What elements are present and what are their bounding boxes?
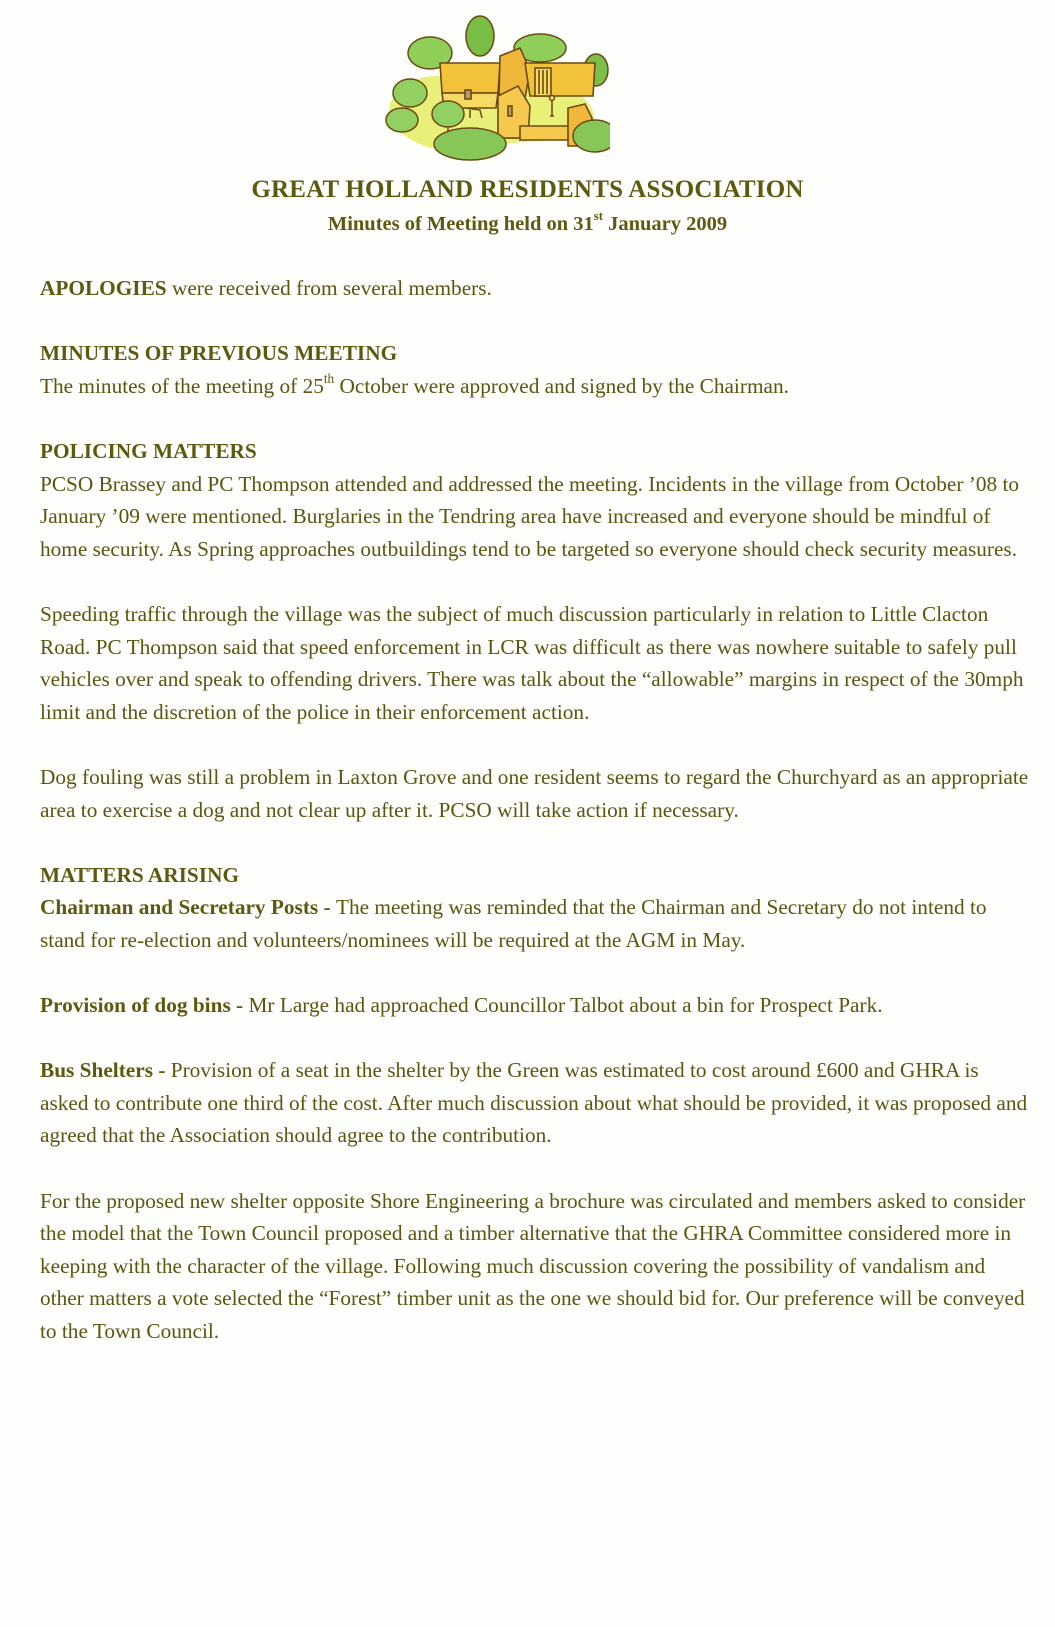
minutes-body xyxy=(40,272,1030,1348)
spacer xyxy=(40,402,1030,435)
previous-minutes-prefix: The minutes of the meeting of 25 xyxy=(40,373,324,398)
spacer xyxy=(40,305,1030,338)
apologies-heading: APOLOGIES xyxy=(40,276,167,300)
policing-paragraph-3: Dog fouling was still a problem in Laxton Grove and one resident seems to regard the Churchyard as an appropriate area to exercise a dog and not clear up after it. PCSO will take action if necessary. xyxy=(40,764,1029,822)
apologies-paragraph xyxy=(40,272,1030,305)
matters-item-dog-bins xyxy=(40,989,1030,1022)
spacer xyxy=(40,728,1030,761)
matters-arising-heading: MATTERS ARISING xyxy=(40,862,240,887)
subtitle-ordinal: st xyxy=(593,209,603,224)
policing-heading: POLICING MATTERS xyxy=(40,438,257,463)
spacer xyxy=(40,1022,1030,1055)
item-lead: Chairman and Secretary Posts - xyxy=(40,895,336,920)
item-lead: Bus Shelters - xyxy=(40,1058,171,1083)
previous-minutes-ordinal: th xyxy=(323,370,335,386)
item-text: Mr Large had approached Councillor Talbot about a bin for Prospect Park. xyxy=(248,993,883,1018)
bus-shelter-closing-paragraph: For the proposed new shelter opposite Shore Engineering a brochure was circulated and members asked to consider the model that the Town Council proposed and a timber alternative that the GHRA Committee considered more in keeping with the character of the village. Following much discussion covering the possibility of vandalism and other matters a vote selected the “Forest” timber unit as the one we should bid for. Our preference will be conveyed to the Town Council. xyxy=(40,1188,1026,1343)
spacer xyxy=(40,826,1030,859)
meeting-subtitle xyxy=(0,209,1055,236)
spacer xyxy=(40,1152,1030,1185)
apologies-text: were received from several members. xyxy=(166,276,492,300)
village-houses-illustration-icon xyxy=(370,8,610,163)
item-lead: Provision of dog bins - xyxy=(40,993,249,1018)
previous-minutes-heading: MINUTES OF PREVIOUS MEETING xyxy=(40,341,398,366)
item-text: Provision of a seat in the shelter by the Green was estimated to cost around £600 and GHRA is asked to contribute one third of the cost. After much discussion about what should be provided, it was proposed and agreed that the Association should agree to the contribution. xyxy=(40,1058,1028,1148)
logo-svg xyxy=(370,8,610,163)
subtitle-prefix: Minutes of Meeting held on 31 xyxy=(327,213,594,235)
policing-paragraph-2: Speeding traffic through the village was the subject of much discussion particularly in relation to Little Clacton Road. PC Thompson said that speed enforcement in LCR was difficult as there was nowhere suitable to safely pull vehicles over and speak to offending drivers. There was talk about the “allowable” margins in respect of the 30mph limit and the discretion of the police in their enforcement action. xyxy=(40,601,1024,724)
spacer xyxy=(40,956,1030,989)
matters-item-bus-shelters xyxy=(40,1054,1030,1152)
previous-minutes-text xyxy=(40,370,1030,403)
item-text: The meeting was reminded that the Chairman and Secretary do not intend to stand for re-election and volunteers/nominees will be required at the AGM in May. xyxy=(40,895,987,952)
subtitle-suffix: January 2009 xyxy=(602,213,728,235)
previous-minutes-suffix: October were approved and signed by the Chairman. xyxy=(334,373,789,398)
policing-paragraph-1: PCSO Brassey and PC Thompson attended and addressed the meeting. Incidents in the village from October ’08 to January ’09 were mentioned. Burglaries in the Tendring area have increased and everyone should be mindful of home security. As Spring approaches outbuildings tend to be targeted so everyone should check security measures. xyxy=(40,471,1020,561)
matters-item-chairman-secretary xyxy=(40,891,1030,956)
organization-title: GREAT HOLLAND RESIDENTS ASSOCIATION xyxy=(251,176,804,203)
spacer xyxy=(40,565,1030,598)
